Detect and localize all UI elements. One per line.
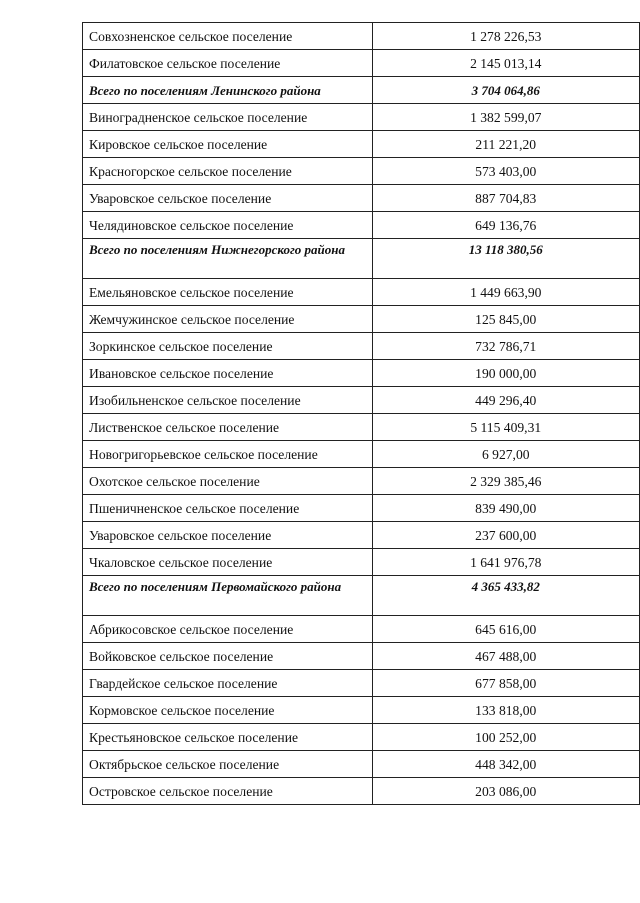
settlement-name: Войковское сельское поселение	[83, 643, 373, 670]
settlement-amount: 677 858,00	[372, 670, 640, 697]
table-row	[83, 333, 640, 360]
settlement-amount: 6 927,00	[372, 441, 640, 468]
district-total-amount: 4 365 433,82	[372, 576, 640, 616]
district-total-row	[83, 576, 640, 616]
table-row	[83, 697, 640, 724]
settlement-amount: 1 641 976,78	[372, 549, 640, 576]
settlement-name: Ивановское сельское поселение	[83, 360, 373, 387]
table-row	[83, 778, 640, 805]
table-row	[83, 50, 640, 77]
district-total-label: Всего по поселениям Первомайского района	[83, 576, 373, 616]
table-row	[83, 522, 640, 549]
settlement-name: Чкаловское сельское поселение	[83, 549, 373, 576]
settlement-amount: 2 329 385,46	[372, 468, 640, 495]
settlement-amount: 573 403,00	[372, 158, 640, 185]
table-row	[83, 643, 640, 670]
district-total-amount: 3 704 064,86	[372, 77, 640, 104]
table-row	[83, 387, 640, 414]
settlement-name: Уваровское сельское поселение	[83, 522, 373, 549]
settlement-amount: 237 600,00	[372, 522, 640, 549]
settlement-name: Новогригорьевское сельское поселение	[83, 441, 373, 468]
settlement-name: Емельяновское сельское поселение	[83, 279, 373, 306]
table-row	[83, 104, 640, 131]
table-row	[83, 724, 640, 751]
settlement-name: Октябрьское сельское поселение	[83, 751, 373, 778]
settlement-name: Зоркинское сельское поселение	[83, 333, 373, 360]
table-row	[83, 279, 640, 306]
settlement-amount: 887 704,83	[372, 185, 640, 212]
settlement-name: Виноградненское сельское поселение	[83, 104, 373, 131]
settlement-name: Островское сельское поселение	[83, 778, 373, 805]
table-row	[83, 495, 640, 522]
settlement-amount: 449 296,40	[372, 387, 640, 414]
district-total-row	[83, 77, 640, 104]
district-total-amount: 13 118 380,56	[372, 239, 640, 279]
settlement-name: Гвардейское сельское поселение	[83, 670, 373, 697]
settlement-name: Совхозненское сельское поселение	[83, 23, 373, 50]
settlement-name: Пшеничненское сельское поселение	[83, 495, 373, 522]
settlement-amount: 5 115 409,31	[372, 414, 640, 441]
settlement-amount: 1 382 599,07	[372, 104, 640, 131]
settlement-amount: 467 488,00	[372, 643, 640, 670]
settlement-name: Абрикосовское сельское поселение	[83, 616, 373, 643]
settlement-amount: 1 449 663,90	[372, 279, 640, 306]
settlement-amount: 2 145 013,14	[372, 50, 640, 77]
settlement-amount: 732 786,71	[372, 333, 640, 360]
settlement-name: Филатовское сельское поселение	[83, 50, 373, 77]
settlement-name: Красногорское сельское поселение	[83, 158, 373, 185]
settlement-name: Жемчужинское сельское поселение	[83, 306, 373, 333]
table-row	[83, 360, 640, 387]
table-row	[83, 414, 640, 441]
settlement-amount: 100 252,00	[372, 724, 640, 751]
district-total-label: Всего по поселениям Нижнегорского района	[83, 239, 373, 279]
settlement-name: Лиственское сельское поселение	[83, 414, 373, 441]
settlement-amount: 839 490,00	[372, 495, 640, 522]
table-row	[83, 441, 640, 468]
settlement-amount: 133 818,00	[372, 697, 640, 724]
settlement-amount: 211 221,20	[372, 131, 640, 158]
table-row	[83, 468, 640, 495]
table-row	[83, 751, 640, 778]
settlement-amount: 448 342,00	[372, 751, 640, 778]
settlement-amount: 1 278 226,53	[372, 23, 640, 50]
settlement-amount: 203 086,00	[372, 778, 640, 805]
settlement-name: Уваровское сельское поселение	[83, 185, 373, 212]
table-row	[83, 158, 640, 185]
table-row	[83, 306, 640, 333]
settlement-name: Челядиновское сельское поселение	[83, 212, 373, 239]
table-row	[83, 212, 640, 239]
settlement-name: Охотское сельское поселение	[83, 468, 373, 495]
settlement-name: Изобильненское сельское поселение	[83, 387, 373, 414]
settlement-name: Кормовское сельское поселение	[83, 697, 373, 724]
table-row	[83, 549, 640, 576]
table-row	[83, 616, 640, 643]
district-total-row	[83, 239, 640, 279]
table-row	[83, 185, 640, 212]
settlement-amount: 125 845,00	[372, 306, 640, 333]
settlement-amount: 649 136,76	[372, 212, 640, 239]
settlement-name: Крестьяновское сельское поселение	[83, 724, 373, 751]
table-row	[83, 23, 640, 50]
budget-allocation-table	[82, 22, 640, 805]
table-body	[83, 23, 640, 805]
table-row	[83, 131, 640, 158]
district-total-label: Всего по поселениям Ленинского района	[83, 77, 373, 104]
settlement-name: Кировское сельское поселение	[83, 131, 373, 158]
settlement-amount: 190 000,00	[372, 360, 640, 387]
settlement-amount: 645 616,00	[372, 616, 640, 643]
table-row	[83, 670, 640, 697]
